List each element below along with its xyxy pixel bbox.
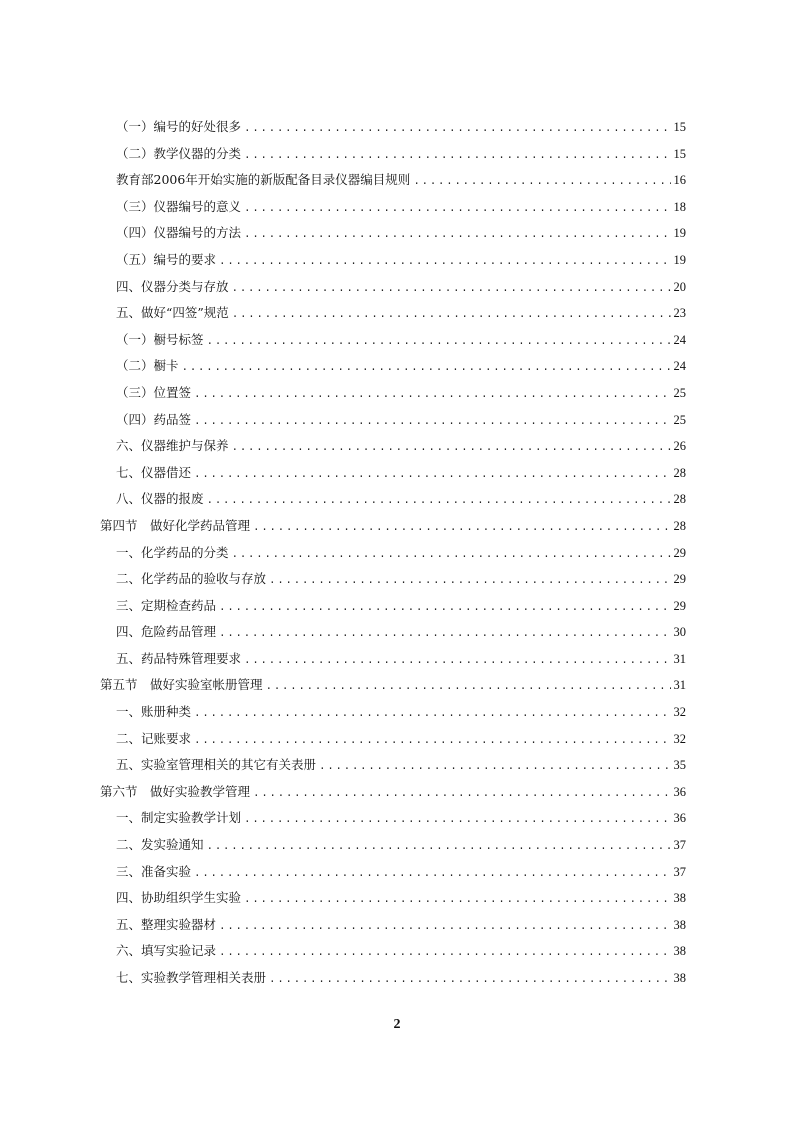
toc-entry-title: 二、化学药品的验收与存放	[116, 571, 267, 587]
dot-leader	[207, 336, 671, 348]
toc-entry-page: 32	[673, 705, 686, 720]
toc-entry-page: 37	[673, 838, 686, 853]
toc-entry[interactable]	[100, 330, 686, 357]
toc-entry-title: （一）编号的好处很多	[116, 119, 242, 134]
toc-entry-title: （五）编号的要求	[116, 251, 217, 267]
toc-entry-page: 25	[673, 412, 686, 427]
toc-entry-title: 五、整理实验器材	[116, 916, 217, 932]
dot-leader	[194, 416, 670, 428]
toc-entry-title: （四）药品签	[116, 411, 192, 427]
toc-entry-page: 18	[673, 199, 686, 214]
dot-leader	[244, 123, 670, 135]
toc-entry[interactable]	[100, 862, 686, 889]
toc-entry-title: 三、准备实验	[116, 863, 192, 879]
toc-entry-title: 四、协助组织学生实验	[116, 890, 242, 906]
toc-entry[interactable]	[100, 223, 686, 250]
toc-entry[interactable]	[100, 729, 686, 756]
toc-entry-title: 教育部2006年开始实施的新版配备目录仪器编目规则	[116, 172, 411, 188]
toc-entry-page: 25	[673, 385, 686, 400]
toc-entry-page: 15	[673, 146, 686, 161]
dot-leader	[244, 229, 670, 241]
toc-entry-page: 28	[673, 518, 686, 533]
toc-entry-title: 三、定期检查药品	[116, 597, 217, 613]
toc-entry-page: 24	[673, 332, 686, 347]
dot-leader	[244, 150, 670, 162]
toc-entry[interactable]	[100, 808, 686, 835]
toc-entry[interactable]	[100, 250, 686, 277]
toc-entry[interactable]	[100, 835, 686, 862]
toc-entry-title: （二）教学仪器的分类	[116, 145, 242, 161]
toc-entry-title: 四、仪器分类与存放	[116, 278, 229, 294]
dot-leader	[269, 974, 670, 986]
toc-entry[interactable]	[100, 463, 686, 490]
toc-entry-page: 28	[673, 492, 686, 507]
toc-entry-page: 29	[673, 545, 686, 560]
toc-entry-title: （四）仪器编号的方法	[116, 225, 242, 241]
dot-leader	[194, 708, 670, 720]
dot-leader	[219, 628, 670, 640]
toc-entry-title: 五、实验室管理相关的其它有关表册	[116, 757, 317, 773]
toc-entry-title: 一、制定实验教学计划	[116, 810, 242, 826]
toc-entry-title: 一、账册种类	[116, 704, 192, 720]
dot-leader	[319, 761, 670, 773]
toc-entry-title: 二、发实验通知	[116, 837, 204, 853]
table-of-contents	[100, 117, 686, 995]
dot-leader	[194, 469, 670, 481]
toc-entry-title: 七、仪器借还	[116, 464, 192, 480]
toc-entry-page: 38	[673, 971, 686, 985]
toc-entry-page: 24	[673, 359, 686, 374]
dot-leader	[269, 575, 670, 587]
toc-entry-page: 29	[673, 572, 686, 587]
toc-entry[interactable]	[100, 782, 686, 809]
toc-entry-title: 七、实验教学管理相关表册	[116, 970, 267, 985]
toc-entry-title: （二）橱卡	[116, 358, 179, 374]
toc-entry-page: 36	[673, 784, 686, 799]
dot-leader	[207, 841, 671, 853]
toc-entry-page: 20	[673, 279, 686, 294]
toc-entry[interactable]	[100, 489, 686, 516]
toc-entry-title: （三）位置签	[116, 384, 192, 400]
dot-leader	[244, 814, 670, 826]
toc-entry[interactable]	[100, 649, 686, 676]
toc-entry[interactable]	[100, 702, 686, 729]
toc-entry-title: 八、仪器的报废	[116, 491, 204, 507]
toc-entry[interactable]	[100, 569, 686, 596]
toc-entry[interactable]	[100, 170, 686, 197]
page-number: 2	[393, 1017, 401, 1032]
dot-leader	[182, 362, 671, 374]
toc-entry-title: （三）仪器编号的意义	[116, 198, 242, 214]
toc-entry[interactable]	[100, 941, 686, 968]
toc-entry-page: 31	[673, 678, 686, 693]
toc-entry-page: 32	[673, 731, 686, 746]
dot-leader	[232, 442, 671, 454]
toc-entry-title: 六、仪器维护与保养	[116, 438, 229, 454]
toc-entry-title: 第五节 做好实验室帐册管理	[100, 677, 263, 693]
toc-entry-title: 五、做好“四签”规范	[116, 305, 229, 321]
dot-leader	[244, 203, 670, 215]
toc-entry-page: 31	[673, 651, 686, 666]
toc-entry-title: 第六节 做好实验教学管理	[100, 783, 251, 799]
toc-entry[interactable]	[100, 356, 686, 383]
toc-entry[interactable]	[100, 968, 686, 995]
dot-leader	[194, 735, 670, 747]
toc-entry-page: 16	[673, 173, 686, 188]
toc-entry[interactable]	[100, 516, 686, 543]
toc-entry[interactable]	[100, 543, 686, 570]
dot-leader	[232, 283, 671, 295]
toc-entry-page: 28	[673, 465, 686, 480]
toc-entry[interactable]	[100, 436, 686, 463]
dot-leader	[244, 655, 670, 667]
toc-entry[interactable]	[100, 622, 686, 649]
toc-entry[interactable]	[100, 410, 686, 437]
toc-entry-page: 19	[673, 252, 686, 267]
toc-entry-title: 第四节 做好化学药品管理	[100, 517, 251, 533]
toc-entry[interactable]	[100, 303, 686, 330]
dot-leader	[219, 602, 670, 614]
toc-entry-title: （一）橱号标签	[116, 331, 204, 347]
toc-entry[interactable]	[100, 383, 686, 410]
dot-leader	[219, 947, 670, 959]
toc-entry-page: 30	[673, 625, 686, 640]
dot-leader	[266, 681, 671, 693]
toc-entry-title: 一、化学药品的分类	[116, 544, 229, 560]
dot-leader	[413, 176, 670, 188]
toc-entry[interactable]	[100, 277, 686, 304]
toc-entry[interactable]	[100, 755, 686, 782]
toc-entry-page: 19	[673, 226, 686, 241]
toc-entry-page: 29	[673, 598, 686, 613]
toc-entry-title: 四、危险药品管理	[116, 624, 217, 640]
toc-entry[interactable]	[100, 675, 686, 702]
toc-entry-page: 38	[673, 917, 686, 932]
dot-leader	[194, 389, 670, 401]
toc-entry-title: 六、填写实验记录	[116, 943, 217, 959]
toc-entry-page: 15	[673, 120, 686, 134]
dot-leader	[219, 921, 670, 933]
dot-leader	[232, 549, 671, 561]
dot-leader	[244, 894, 670, 906]
toc-entry[interactable]	[100, 888, 686, 915]
toc-entry-title: 二、记账要求	[116, 730, 192, 746]
toc-entry[interactable]	[100, 915, 686, 942]
toc-entry-page: 23	[673, 306, 686, 321]
toc-entry-page: 38	[673, 891, 686, 906]
dot-leader	[253, 788, 670, 800]
toc-entry[interactable]	[100, 144, 686, 171]
toc-entry-page: 38	[673, 944, 686, 959]
toc-entry[interactable]	[100, 197, 686, 224]
dot-leader	[253, 522, 670, 534]
toc-entry[interactable]	[100, 596, 686, 623]
dot-leader	[207, 495, 671, 507]
toc-entry-page: 37	[673, 864, 686, 879]
dot-leader	[219, 256, 670, 268]
toc-entry-title: 五、药品特殊管理要求	[116, 650, 242, 666]
dot-leader	[194, 868, 670, 880]
toc-entry-page: 36	[673, 811, 686, 826]
dot-leader	[232, 309, 671, 321]
toc-entry[interactable]	[100, 117, 686, 144]
toc-entry-page: 35	[673, 758, 686, 773]
toc-entry-page: 26	[673, 439, 686, 454]
